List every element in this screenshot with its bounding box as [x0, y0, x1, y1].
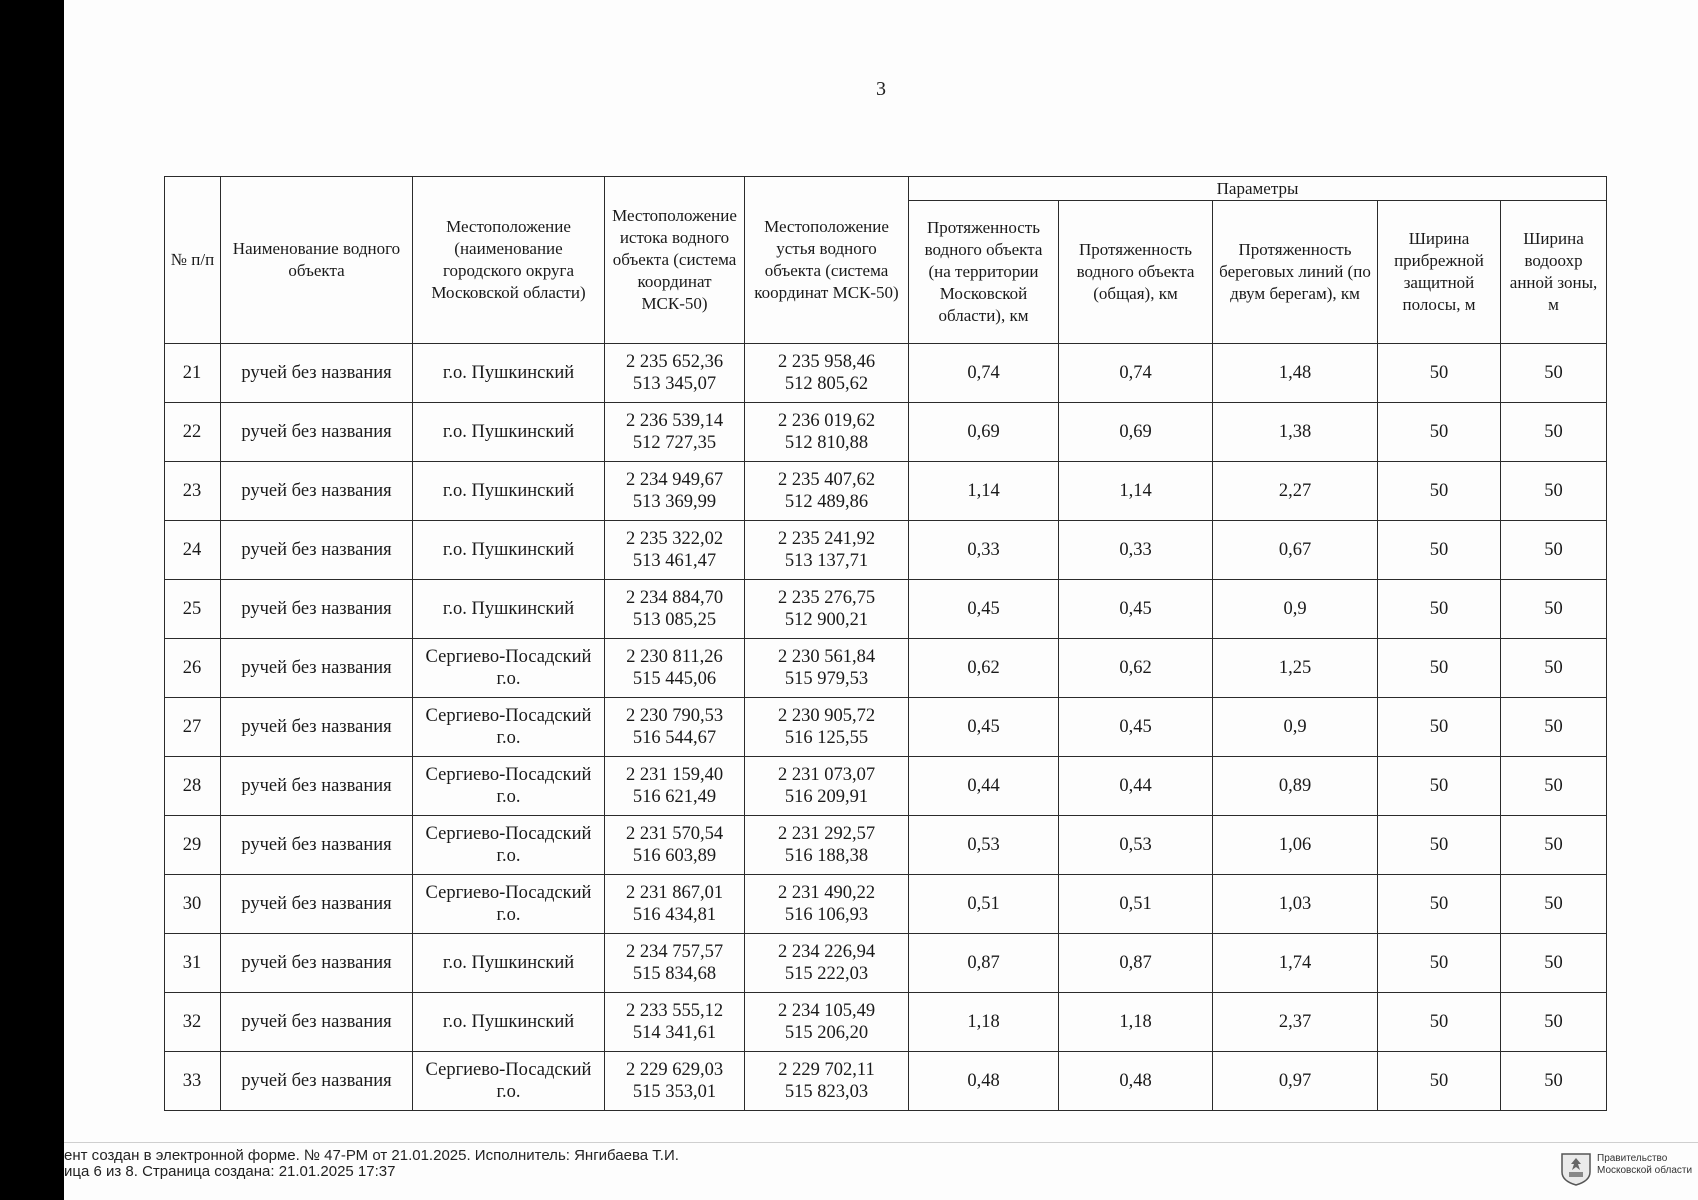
cell-source: [605, 639, 745, 698]
mouth-x: 2 235 241,92: [777, 529, 876, 549]
mouth-y: 512 810,88: [784, 433, 869, 453]
cell-length-total: 0,87: [1059, 934, 1213, 993]
mouth-y: 515 979,53: [784, 669, 869, 689]
government-emblem-icon: [1559, 1150, 1593, 1186]
cell-name: ручей без названия: [221, 521, 413, 580]
cell-shoreline: 1,03: [1213, 875, 1378, 934]
cell-name: ручей без названия: [221, 757, 413, 816]
cell-source: [605, 816, 745, 875]
table-body: [165, 344, 1607, 1111]
cell-length-total: 0,53: [1059, 816, 1213, 875]
cell-length-region: 0,53: [909, 816, 1059, 875]
cell-water-zone: 50: [1501, 875, 1607, 934]
cell-name: ручей без названия: [221, 934, 413, 993]
cell-location: Сергиево-Посадский г.о.: [413, 816, 605, 875]
government-label: [1597, 1153, 1692, 1177]
government-label-line-2: Московской области: [1597, 1165, 1693, 1176]
cell-length-region: 1,14: [909, 462, 1059, 521]
cell-shoreline: 2,37: [1213, 993, 1378, 1052]
cell-coastal-strip: 50: [1378, 816, 1501, 875]
source-x: 2 234 949,67: [625, 470, 724, 490]
cell-source: [605, 757, 745, 816]
cell-length-total: 0,51: [1059, 875, 1213, 934]
mouth-x: 2 234 226,94: [777, 942, 876, 962]
source-y: 513 345,07: [632, 374, 717, 394]
cell-length-total: 0,45: [1059, 580, 1213, 639]
mouth-x: 2 236 019,62: [777, 411, 876, 431]
cell-no: 32: [165, 993, 221, 1052]
mouth-y: 516 125,55: [784, 728, 869, 748]
source-y: 513 085,25: [632, 610, 717, 630]
header-water-zone: Ширина водоохр анной зоны, м: [1501, 201, 1607, 344]
mouth-y: 516 188,38: [784, 846, 869, 866]
cell-source: [605, 698, 745, 757]
cell-mouth: [745, 521, 909, 580]
cell-name: ручей без названия: [221, 403, 413, 462]
cell-no: 21: [165, 344, 221, 403]
cell-coastal-strip: 50: [1378, 462, 1501, 521]
cell-length-region: 0,45: [909, 698, 1059, 757]
table-row: [165, 521, 1607, 580]
cell-length-total: 0,62: [1059, 639, 1213, 698]
cell-location: Сергиево-Посадский г.о.: [413, 875, 605, 934]
source-y: 516 603,89: [632, 846, 717, 866]
mouth-x: 2 229 702,11: [778, 1060, 875, 1080]
mouth-x: 2 230 561,84: [777, 647, 876, 667]
cell-water-zone: 50: [1501, 816, 1607, 875]
cell-no: 31: [165, 934, 221, 993]
cell-coastal-strip: 50: [1378, 875, 1501, 934]
source-x: 2 234 884,70: [625, 588, 724, 608]
header-shoreline: Протяженность береговых линий (по двум берегам), км: [1213, 201, 1378, 344]
cell-source: [605, 934, 745, 993]
cell-name: ручей без названия: [221, 698, 413, 757]
header-coastal-strip: Ширина прибрежной защитной полосы, м: [1378, 201, 1501, 344]
source-x: 2 231 867,01: [625, 883, 724, 903]
cell-length-region: 0,69: [909, 403, 1059, 462]
cell-location: Сергиево-Посадский г.о.: [413, 757, 605, 816]
cell-length-total: 1,14: [1059, 462, 1213, 521]
cell-no: 27: [165, 698, 221, 757]
cell-no: 24: [165, 521, 221, 580]
cell-shoreline: 1,06: [1213, 816, 1378, 875]
header-length-total: Протяженность водного объекта (общая), км: [1059, 201, 1213, 344]
cell-shoreline: 0,97: [1213, 1052, 1378, 1111]
cell-no: 25: [165, 580, 221, 639]
header-mouth: Местоположение устья водного объекта (система координат МСК-50): [745, 177, 909, 344]
cell-coastal-strip: 50: [1378, 1052, 1501, 1111]
cell-no: 33: [165, 1052, 221, 1111]
source-x: 2 231 570,54: [625, 824, 724, 844]
cell-water-zone: 50: [1501, 757, 1607, 816]
cell-mouth: [745, 698, 909, 757]
mouth-x: 2 235 407,62: [777, 470, 876, 490]
cell-coastal-strip: 50: [1378, 580, 1501, 639]
cell-source: [605, 521, 745, 580]
mouth-y: 512 900,21: [784, 610, 869, 630]
source-x: 2 235 652,36: [625, 352, 724, 372]
cell-water-zone: 50: [1501, 344, 1607, 403]
cell-source: [605, 580, 745, 639]
cell-coastal-strip: 50: [1378, 993, 1501, 1052]
header-name: Наименование водного объекта: [221, 177, 413, 344]
source-y: 515 353,01: [632, 1082, 717, 1102]
cell-mouth: [745, 462, 909, 521]
cell-mouth: [745, 934, 909, 993]
document-page: [64, 0, 1698, 1200]
cell-coastal-strip: 50: [1378, 757, 1501, 816]
table-row: [165, 580, 1607, 639]
cell-shoreline: 1,38: [1213, 403, 1378, 462]
cell-water-zone: 50: [1501, 580, 1607, 639]
header-location: Местоположение (наименование городского округа Московской области): [413, 177, 605, 344]
source-x: 2 234 757,57: [625, 942, 724, 962]
table-row: [165, 934, 1607, 993]
cell-source: [605, 462, 745, 521]
cell-location: г.о. Пушкинский: [413, 462, 605, 521]
mouth-x: 2 231 292,57: [777, 824, 876, 844]
footer-line-1: ент создан в электронной форме. № 47-РМ от 21.01.2025. Исполнитель: Янгибаева Т.И.: [64, 1147, 679, 1164]
cell-length-region: 0,51: [909, 875, 1059, 934]
cell-shoreline: 2,27: [1213, 462, 1378, 521]
cell-location: г.о. Пушкинский: [413, 993, 605, 1052]
cell-length-region: 0,87: [909, 934, 1059, 993]
source-y: 515 445,06: [632, 669, 717, 689]
cell-no: 28: [165, 757, 221, 816]
cell-coastal-strip: 50: [1378, 639, 1501, 698]
table-row: [165, 639, 1607, 698]
table-row: [165, 757, 1607, 816]
cell-location: Сергиево-Посадский г.о.: [413, 639, 605, 698]
cell-water-zone: 50: [1501, 934, 1607, 993]
mouth-x: 2 230 905,72: [777, 706, 876, 726]
cell-mouth: [745, 993, 909, 1052]
mouth-y: 515 222,03: [784, 964, 869, 984]
mouth-y: 513 137,71: [784, 551, 869, 571]
cell-length-region: 0,74: [909, 344, 1059, 403]
footer-line-2: ица 6 из 8. Страница создана: 21.01.2025 17:37: [64, 1163, 396, 1180]
cell-length-region: 0,44: [909, 757, 1059, 816]
cell-mouth: [745, 875, 909, 934]
source-y: 513 369,99: [632, 492, 717, 512]
cell-source: [605, 1052, 745, 1111]
table-row: [165, 875, 1607, 934]
cell-shoreline: 0,67: [1213, 521, 1378, 580]
cell-shoreline: 0,89: [1213, 757, 1378, 816]
cell-shoreline: 1,48: [1213, 344, 1378, 403]
cell-length-region: 1,18: [909, 993, 1059, 1052]
cell-name: ручей без названия: [221, 816, 413, 875]
table-row: [165, 344, 1607, 403]
cell-name: ручей без названия: [221, 344, 413, 403]
table-row: [165, 1052, 1607, 1111]
cell-shoreline: 0,9: [1213, 580, 1378, 639]
cell-source: [605, 993, 745, 1052]
page-number: 3: [876, 78, 886, 100]
mouth-y: 515 206,20: [784, 1023, 869, 1043]
scan-left-edge: [0, 0, 64, 1200]
mouth-x: 2 231 073,07: [777, 765, 876, 785]
mouth-y: 512 489,86: [784, 492, 869, 512]
header-parameters: Параметры: [909, 177, 1607, 201]
cell-length-total: 1,18: [1059, 993, 1213, 1052]
source-y: 516 544,67: [632, 728, 717, 748]
cell-name: ручей без названия: [221, 462, 413, 521]
source-x: 2 231 159,40: [625, 765, 724, 785]
cell-no: 22: [165, 403, 221, 462]
footer-stamp: [64, 1148, 679, 1180]
source-x: 2 236 539,14: [625, 411, 724, 431]
header-length-region: Протяженность водного объекта (на территории Московской области), км: [909, 201, 1059, 344]
source-x: 2 235 322,02: [625, 529, 724, 549]
cell-shoreline: 1,25: [1213, 639, 1378, 698]
cell-length-total: 0,44: [1059, 757, 1213, 816]
cell-name: ручей без названия: [221, 639, 413, 698]
source-y: 515 834,68: [632, 964, 717, 984]
mouth-x: 2 235 276,75: [777, 588, 876, 608]
cell-location: г.о. Пушкинский: [413, 344, 605, 403]
footer-divider: [64, 1142, 1698, 1143]
header-source: Местоположение истока водного объекта (система координат МСК-50): [605, 177, 745, 344]
cell-length-region: 0,33: [909, 521, 1059, 580]
mouth-y: 516 209,91: [784, 787, 869, 807]
cell-water-zone: 50: [1501, 639, 1607, 698]
source-x: 2 229 629,03: [625, 1060, 724, 1080]
source-y: 513 461,47: [632, 551, 717, 571]
cell-name: ручей без названия: [221, 1052, 413, 1111]
cell-mouth: [745, 580, 909, 639]
cell-coastal-strip: 50: [1378, 344, 1501, 403]
cell-water-zone: 50: [1501, 403, 1607, 462]
cell-coastal-strip: 50: [1378, 934, 1501, 993]
cell-mouth: [745, 1052, 909, 1111]
mouth-y: 512 805,62: [784, 374, 869, 394]
government-label-line-1: Правительство: [1597, 1153, 1668, 1164]
cell-coastal-strip: 50: [1378, 698, 1501, 757]
cell-mouth: [745, 816, 909, 875]
cell-water-zone: 50: [1501, 521, 1607, 580]
cell-source: [605, 875, 745, 934]
cell-shoreline: 1,74: [1213, 934, 1378, 993]
cell-mouth: [745, 344, 909, 403]
cell-coastal-strip: 50: [1378, 521, 1501, 580]
cell-source: [605, 344, 745, 403]
cell-name: ручей без названия: [221, 875, 413, 934]
cell-length-total: 0,69: [1059, 403, 1213, 462]
cell-no: 29: [165, 816, 221, 875]
cell-location: Сергиево-Посадский г.о.: [413, 698, 605, 757]
source-y: 516 434,81: [632, 905, 717, 925]
header-no: № п/п: [165, 177, 221, 344]
source-x: 2 233 555,12: [625, 1001, 724, 1021]
mouth-x: 2 231 490,22: [777, 883, 876, 903]
cell-coastal-strip: 50: [1378, 403, 1501, 462]
cell-name: ручей без названия: [221, 580, 413, 639]
cell-location: г.о. Пушкинский: [413, 521, 605, 580]
cell-length-region: 0,48: [909, 1052, 1059, 1111]
cell-no: 26: [165, 639, 221, 698]
cell-mouth: [745, 403, 909, 462]
source-x: 2 230 790,53: [625, 706, 724, 726]
table-row: [165, 403, 1607, 462]
cell-water-zone: 50: [1501, 993, 1607, 1052]
source-y: 512 727,35: [632, 433, 717, 453]
table-row: [165, 993, 1607, 1052]
cell-water-zone: 50: [1501, 698, 1607, 757]
cell-length-total: 0,74: [1059, 344, 1213, 403]
cell-shoreline: 0,9: [1213, 698, 1378, 757]
cell-no: 30: [165, 875, 221, 934]
cell-water-zone: 50: [1501, 1052, 1607, 1111]
cell-location: г.о. Пушкинский: [413, 934, 605, 993]
mouth-x: 2 234 105,49: [777, 1001, 876, 1021]
cell-location: г.о. Пушкинский: [413, 403, 605, 462]
cell-length-region: 0,45: [909, 580, 1059, 639]
source-y: 514 341,61: [632, 1023, 717, 1043]
cell-name: ручей без названия: [221, 993, 413, 1052]
cell-mouth: [745, 639, 909, 698]
cell-length-region: 0,62: [909, 639, 1059, 698]
water-objects-table: [164, 176, 1607, 1111]
cell-location: г.о. Пушкинский: [413, 580, 605, 639]
cell-length-total: 0,48: [1059, 1052, 1213, 1111]
cell-no: 23: [165, 462, 221, 521]
table-row: [165, 462, 1607, 521]
mouth-y: 515 823,03: [784, 1082, 869, 1102]
cell-length-total: 0,45: [1059, 698, 1213, 757]
cell-source: [605, 403, 745, 462]
cell-length-total: 0,33: [1059, 521, 1213, 580]
table-row: [165, 698, 1607, 757]
mouth-x: 2 235 958,46: [777, 352, 876, 372]
source-x: 2 230 811,26: [626, 647, 723, 667]
cell-location: Сергиево-Посадский г.о.: [413, 1052, 605, 1111]
table-row: [165, 816, 1607, 875]
cell-mouth: [745, 757, 909, 816]
mouth-y: 516 106,93: [784, 905, 869, 925]
cell-water-zone: 50: [1501, 462, 1607, 521]
source-y: 516 621,49: [632, 787, 717, 807]
